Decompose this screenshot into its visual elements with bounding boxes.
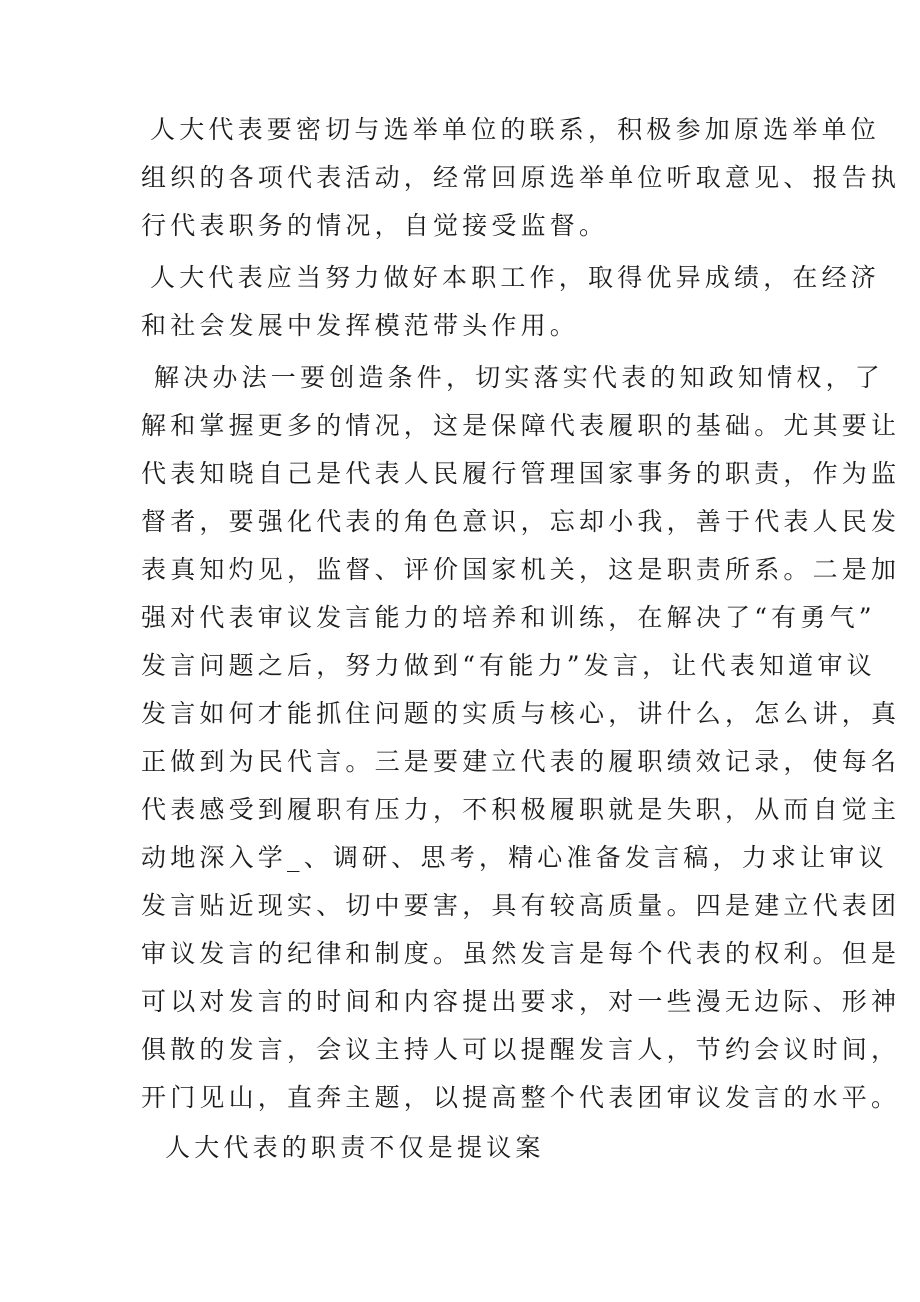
paragraph-3-line-13: 审议发言的纪律和制度。虽然发言是每个代表的权利。但是: [141, 939, 901, 968]
paragraph-2-line-1: 人大代表应当努力做好本职工作，取得优异成绩，在经济: [150, 263, 881, 292]
paragraph-3-line-3: 代表知晓自己是代表人民履行管理国家事务的职责，作为监: [141, 459, 901, 488]
paragraph-3-line-4: 督者，要强化代表的角色意识，忘却小我，善于代表人民发: [141, 507, 901, 536]
paragraph-3-line-8: 发言如何才能抓住问题的实质与核心，讲什么，怎么讲，真: [141, 699, 901, 728]
paragraph-3-line-6: 强对代表审议发言能力的培养和训练，在解决了“有勇气”: [141, 603, 876, 632]
paragraph-3-line-9: 正做到为民代言。三是要建立代表的履职绩效记录，使每名: [141, 747, 901, 776]
paragraph-3-line-11: 动地深入学_、调研、思考，精心准备发言稿，力求让审议: [141, 843, 888, 872]
paragraph-3-line-1: 解决办法一要创造条件，切实落实代表的知政知情权，了: [154, 363, 885, 392]
paragraph-3-line-15: 俱散的发言，会议主持人可以提醒发言人，节约会议时间，: [141, 1035, 901, 1064]
paragraph-3-line-14: 可以对发言的时间和内容提出要求，对一些漫无边际、形神: [141, 987, 901, 1016]
paragraph-3-line-7: 发言问题之后，努力做到“有能力”发言，让代表知道审议: [141, 651, 876, 680]
paragraph-3-line-2: 解和掌握更多的情况，这是保障代表履职的基础。尤其要让: [141, 411, 901, 440]
paragraph-4-line-1: 人大代表的职责不仅是提议案: [165, 1133, 545, 1162]
paragraph-1-line-1: 人大代表要密切与选举单位的联系，积极参加原选举单位: [150, 115, 881, 144]
paragraph-3-line-12: 发言贴近现实、切中要害，具有较高质量。四是建立代表团: [141, 891, 901, 920]
paragraph-2-line-2: 和社会发展中发挥模范带头作用。: [141, 311, 580, 340]
paragraph-1-line-2: 组织的各项代表活动，经常回原选举单位听取意见、报告执: [141, 163, 901, 192]
paragraph-1-line-3: 行代表职务的情况，自觉接受监督。: [141, 211, 609, 240]
paragraph-3-line-16: 开门见山，直奔主题，以提高整个代表团审议发言的水平。: [141, 1083, 901, 1112]
paragraph-3-line-5: 表真知灼见，监督、评价国家机关，这是职责所系。二是加: [141, 555, 901, 584]
paragraph-3-line-10: 代表感受到履职有压力，不积极履职就是失职，从而自觉主: [141, 795, 901, 824]
